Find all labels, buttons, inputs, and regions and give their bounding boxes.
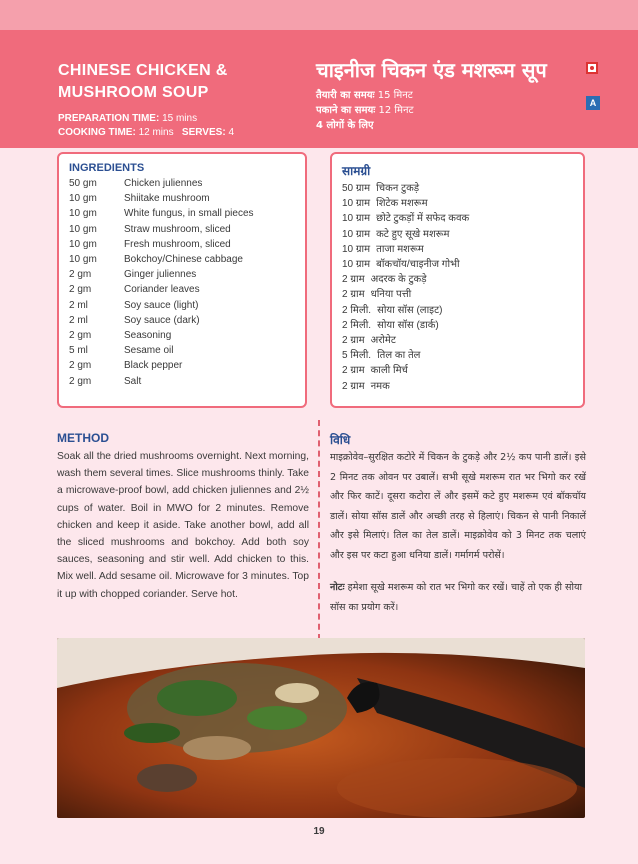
ingredient-name: ताजा मशरूम bbox=[376, 243, 424, 255]
ingredient-row bbox=[69, 191, 295, 206]
ingredient-qty: 2 gm bbox=[69, 330, 92, 342]
ingredient-qty: 2 gm bbox=[69, 360, 92, 372]
ingredient-qty: 2 ml bbox=[69, 299, 88, 311]
ingredient-name: Shiitake mushroom bbox=[124, 193, 210, 205]
ingredient-qty: 2 मिली. bbox=[342, 304, 372, 316]
ingredient-qty: 2 ग्राम bbox=[342, 289, 365, 301]
ingredient-row bbox=[342, 379, 573, 394]
cook-time-value-hi: 12 मिनट bbox=[378, 105, 414, 116]
ingredient-name: बॉकचॉय/चाइनीज गोभी bbox=[376, 259, 460, 271]
ingredient-qty: 2 ग्राम bbox=[342, 274, 365, 286]
ingredient-name: Soy sauce (light) bbox=[124, 299, 199, 311]
soup-photo-illustration bbox=[57, 638, 585, 818]
ingredients-box-en bbox=[57, 152, 307, 408]
ingredient-name: चिकन टुकड़े bbox=[376, 183, 420, 194]
ingredient-name: Salt bbox=[124, 375, 142, 387]
ingredient-name: Seasoning bbox=[124, 330, 172, 342]
ingredient-qty: 2 gm bbox=[69, 269, 92, 281]
serves-hi: 4 लोगों के लिए bbox=[316, 120, 374, 131]
ingredient-name: White fungus, in small pieces bbox=[124, 208, 254, 220]
ingredients-list-hi bbox=[342, 181, 573, 394]
ingredient-name: नमक bbox=[370, 380, 390, 392]
category-badge: A bbox=[586, 96, 600, 110]
ingredient-qty: 2 ग्राम bbox=[342, 380, 365, 392]
prep-time-value: 15 mins bbox=[162, 113, 198, 124]
method-text-en: Soak all the dried mushrooms overnight. Next morning, wash them several times. Slice mushrooms thinly. Take a microwave-proof bowl, add chicken juliennes and 2½ cups of water. Boil in MWO for 2 minutes. Remove chicken and keep it aside. Take another bowl, add all the sliced mushrooms and bokchoy. Add both soy sauces, seasoning and stir well. Add chicken to this. Mix well. Add sesame oil. Microwave for 3 minutes. Top it up with chopped coriander. Serve hot. bbox=[57, 451, 309, 600]
note-hi bbox=[330, 578, 586, 617]
ingredient-qty: 2 gm bbox=[69, 284, 92, 296]
ingredient-name: Straw mushroom, sliced bbox=[124, 223, 231, 235]
ingredient-row bbox=[69, 252, 295, 267]
ingredient-qty: 2 ml bbox=[69, 314, 88, 326]
recipe-title-en: CHINESE CHICKEN & MUSHROOM SOUP bbox=[58, 62, 228, 101]
ingredients-box-hi bbox=[330, 152, 585, 408]
ingredient-row bbox=[69, 237, 295, 252]
ingredient-qty: 10 gm bbox=[69, 193, 97, 205]
ingredient-qty: 2 gm bbox=[69, 375, 92, 387]
method-heading-hi: विधि bbox=[330, 433, 351, 447]
ingredient-name: Black pepper bbox=[124, 360, 183, 372]
ingredient-name: सोया सॉस (लाइट) bbox=[377, 304, 443, 316]
ingredient-name: अरोमेट bbox=[370, 335, 396, 347]
soup-photo bbox=[57, 638, 585, 818]
ingredient-row bbox=[342, 318, 573, 333]
serves-label: SERVES: bbox=[181, 127, 226, 138]
ingredient-name: Chicken juliennes bbox=[124, 178, 203, 189]
cook-time-label: COOKING TIME: bbox=[58, 127, 136, 138]
ingredients-heading-en: INGREDIENTS bbox=[69, 162, 145, 174]
ingredient-name: शिटेक मशरूम bbox=[376, 198, 428, 210]
ingredient-row bbox=[69, 298, 295, 313]
ingredient-qty: 10 gm bbox=[69, 238, 97, 250]
ingredient-qty: 10 gm bbox=[69, 254, 97, 266]
ingredient-qty: 10 gm bbox=[69, 208, 97, 220]
ingredient-row bbox=[342, 196, 573, 211]
ingredient-qty: 2 ग्राम bbox=[342, 365, 365, 377]
ingredient-name: Ginger juliennes bbox=[124, 269, 197, 281]
ingredient-row bbox=[342, 181, 573, 196]
prep-time-label: PREPARATION TIME: bbox=[58, 113, 160, 124]
ingredient-row bbox=[342, 242, 573, 257]
ingredient-qty: 10 ग्राम bbox=[342, 228, 371, 240]
ingredient-qty: 5 मिली. bbox=[342, 350, 372, 362]
recipe-title-hi: चाइनीज चिकन एंड मशरूम सूप bbox=[316, 58, 547, 82]
ingredient-name: सोया सॉस (डार्क) bbox=[377, 319, 439, 331]
non-veg-symbol-icon bbox=[586, 62, 598, 74]
method-heading-en: METHOD bbox=[57, 431, 109, 445]
ingredient-qty: 2 ग्राम bbox=[342, 335, 365, 347]
method-text-hi: माइक्रोवेव–सुरक्षित कटोरे में चिकन के टुकड़े और 2½ कप पानी डालें। इसे 2 मिनट तक ओवन पर उबालें। सभी सूखे मशरूम रात भर भिगो कर रखें और फिर काटें। दूसरा कटोरा लें और इसमें कटे हुए मशरूम एवं बॉकचॉय डालें। सोया सॉस डालें और अच्छी तरह से हिलाएं। चिकन से पानी निकालें और इसे मिलाएं। तिल का तेल डालें। माइक्रोवेव को 3 मिनट तक चलाएं और इस पर कटा हुआ धनिया डालें। गर्मागर्म परोसें। bbox=[330, 452, 586, 561]
page-number: 19 bbox=[313, 826, 325, 837]
ingredient-row bbox=[69, 358, 295, 373]
ingredient-row bbox=[342, 287, 573, 302]
ingredient-row bbox=[342, 211, 573, 226]
note-label-hi: नोटः bbox=[330, 582, 345, 593]
ingredient-name: Coriander leaves bbox=[124, 284, 200, 296]
ingredient-row bbox=[69, 328, 295, 343]
ingredient-qty: 10 ग्राम bbox=[342, 198, 371, 210]
ingredient-row bbox=[342, 348, 573, 363]
ingredient-qty: 10 ग्राम bbox=[342, 213, 371, 225]
ingredient-row bbox=[342, 303, 573, 318]
ingredient-name: कटे हुए सूखे मशरूम bbox=[376, 228, 450, 240]
recipe-meta-en bbox=[58, 112, 328, 140]
note-text-hi: हमेशा सूखे मशरूम को रात भर भिगो कर रखें। चाहें तो एक ही सोया सॉस का प्रयोग करें। bbox=[330, 582, 583, 613]
column-divider bbox=[318, 420, 320, 640]
header-top-band bbox=[0, 0, 638, 30]
ingredient-row bbox=[342, 333, 573, 348]
cook-time-label-hi: पकाने का समयः bbox=[316, 105, 376, 116]
recipe-meta-hi bbox=[316, 88, 536, 133]
ingredient-row bbox=[69, 176, 295, 191]
ingredient-name: अदरक के टुकड़े bbox=[370, 274, 427, 286]
ingredient-qty: 50 gm bbox=[69, 178, 97, 189]
ingredient-name: छोटे टुकड़ों में सफेद कवक bbox=[376, 213, 470, 225]
ingredient-row bbox=[69, 374, 295, 389]
ingredient-name: Soy sauce (dark) bbox=[124, 314, 200, 326]
ingredient-row bbox=[342, 257, 573, 272]
prep-time-value-hi: 15 मिनट bbox=[377, 90, 413, 101]
cook-time-value: 12 mins bbox=[138, 127, 174, 138]
ingredient-row bbox=[342, 363, 573, 378]
ingredient-name: तिल का तेल bbox=[377, 350, 421, 362]
ingredients-list-en bbox=[69, 176, 295, 389]
ingredient-qty: 10 ग्राम bbox=[342, 259, 371, 271]
serves-value: 4 bbox=[228, 127, 234, 138]
ingredient-row bbox=[69, 222, 295, 237]
ingredient-row bbox=[342, 227, 573, 242]
ingredient-name: धनिया पत्ती bbox=[370, 289, 412, 301]
ingredient-row bbox=[69, 343, 295, 358]
ingredients-heading-hi: सामग्री bbox=[342, 164, 371, 178]
ingredient-row bbox=[69, 267, 295, 282]
ingredient-row bbox=[342, 272, 573, 287]
ingredient-qty: 10 ग्राम bbox=[342, 243, 371, 255]
prep-time-label-hi: तैयारी का समयः bbox=[316, 90, 375, 101]
ingredient-name: Bokchoy/Chinese cabbage bbox=[124, 254, 243, 266]
ingredient-qty: 2 मिली. bbox=[342, 319, 372, 331]
ingredient-qty: 5 ml bbox=[69, 345, 88, 357]
ingredient-name: Sesame oil bbox=[124, 345, 174, 357]
ingredient-row bbox=[69, 282, 295, 297]
ingredient-row bbox=[69, 206, 295, 221]
ingredient-name: काली मिर्च bbox=[370, 365, 408, 377]
ingredient-qty: 10 gm bbox=[69, 223, 97, 235]
ingredient-name: Fresh mushroom, sliced bbox=[124, 238, 231, 250]
ingredient-qty: 50 ग्राम bbox=[342, 183, 371, 194]
ingredient-row bbox=[69, 313, 295, 328]
